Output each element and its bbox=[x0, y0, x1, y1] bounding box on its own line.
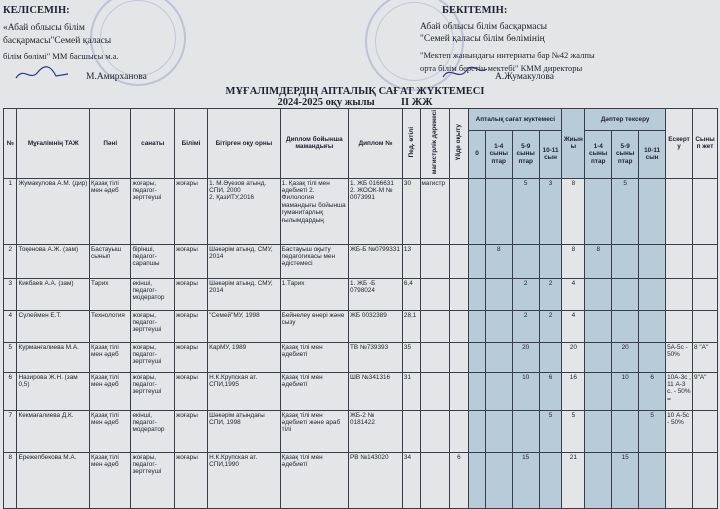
col-class-teacher: Сынып жет bbox=[693, 109, 718, 179]
col-master: магистрлік дәрежесі bbox=[430, 110, 438, 175]
row-w10-11 bbox=[539, 244, 562, 278]
row-n1-4 bbox=[585, 342, 612, 372]
row-specialty: Бейнелеу өнері және сызу bbox=[280, 310, 348, 342]
row-name: Кикбаев А.А. (зам) bbox=[17, 278, 90, 310]
row-w1-4 bbox=[485, 342, 512, 372]
row-no: 1 bbox=[4, 178, 17, 244]
row-education: жоғары bbox=[174, 278, 207, 310]
row-n10-11 bbox=[639, 278, 666, 310]
row-name: Кекмағалиева Д.К. bbox=[17, 410, 90, 452]
row-n5-9: 5 bbox=[612, 178, 639, 244]
row-w0 bbox=[469, 178, 486, 244]
table-row bbox=[4, 244, 718, 278]
col-education: Білімі bbox=[174, 109, 207, 179]
row-category: жоғары, педагог-зерттеуші bbox=[131, 342, 175, 372]
row-w0 bbox=[469, 410, 486, 452]
row-w10-11 bbox=[539, 342, 562, 372]
table-row bbox=[4, 278, 718, 310]
col-no: № bbox=[4, 109, 17, 179]
col-total: Жиыны bbox=[562, 109, 585, 179]
row-home-teaching bbox=[449, 410, 469, 452]
row-subject: Қазақ тілі мен әдеб bbox=[90, 452, 131, 508]
row-w1-4 bbox=[485, 310, 512, 342]
row-n1-4 bbox=[585, 410, 612, 452]
row-w0 bbox=[469, 278, 486, 310]
row-diploma: 1. ЖБ 0166631 2. ЖООК-М № 0073991 bbox=[349, 178, 403, 244]
row-name: Курманғалиева М.А. bbox=[17, 342, 90, 372]
row-diploma: ЖБ-2 № 0181422 bbox=[349, 410, 403, 452]
row-education: жоғары bbox=[174, 178, 207, 244]
row-category: жоғары, педагог-зерттеуші bbox=[131, 452, 175, 508]
row-total: 8 bbox=[562, 178, 585, 244]
row-diploma: ТВ №739393 bbox=[349, 342, 403, 372]
row-diploma: ЖБ-Б №0799331 bbox=[349, 244, 403, 278]
row-diploma: 1. ЖБ -Б 0798024 bbox=[349, 278, 403, 310]
col-n5-9: 5-9 сыны птар bbox=[612, 130, 639, 178]
row-note: 10А-3с , 11 А-3 с. - 50% = bbox=[666, 372, 693, 410]
row-total: 8 bbox=[562, 244, 585, 278]
row-w0 bbox=[469, 244, 486, 278]
group-weekly-hours: Апталық сағат жүктемесі bbox=[469, 109, 562, 131]
row-specialty: Қазақ тілі мен әдебиеті bbox=[280, 372, 348, 410]
workload-table bbox=[3, 108, 718, 509]
row-class-teacher bbox=[693, 278, 718, 310]
row-w5-9: 2 bbox=[512, 278, 539, 310]
row-master bbox=[420, 410, 449, 452]
row-w0 bbox=[469, 342, 486, 372]
row-w10-11: 2 bbox=[539, 278, 562, 310]
approval-left-line1: «Абай облысы білім bbox=[3, 23, 85, 33]
row-education: жоғары bbox=[174, 244, 207, 278]
row-experience bbox=[402, 410, 420, 452]
row-specialty: Қазақ тілі мен әдебиеті bbox=[280, 342, 348, 372]
col-category: санаты bbox=[131, 109, 175, 179]
right-signature bbox=[440, 63, 490, 83]
row-subject: Технология bbox=[90, 310, 131, 342]
row-specialty: 1.Тарих bbox=[280, 278, 348, 310]
row-n5-9 bbox=[612, 410, 639, 452]
approval-left-line2: басқармасы"Семей қаласы bbox=[3, 36, 112, 46]
row-w1-4 bbox=[485, 452, 512, 508]
row-graduated: Шәкәрім атындағы СПИ, 1998 bbox=[208, 410, 281, 452]
row-diploma: РВ №143020 bbox=[349, 452, 403, 508]
row-category: жоғары, педагог-зерттеуші bbox=[131, 310, 175, 342]
row-n10-11: 5 bbox=[639, 410, 666, 452]
col-w10-11: 10-11 сын bbox=[539, 130, 562, 178]
row-n1-4 bbox=[585, 178, 612, 244]
col-w1-4: 1-4 сыны птар bbox=[485, 130, 512, 178]
row-n1-4 bbox=[585, 278, 612, 310]
table-row bbox=[4, 372, 718, 410]
row-experience: 30 bbox=[402, 178, 420, 244]
row-note: 10 А-5с - 50% bbox=[666, 410, 693, 452]
row-w10-11: 5 bbox=[539, 410, 562, 452]
row-w0 bbox=[469, 452, 486, 508]
row-no: 3 bbox=[4, 278, 17, 310]
row-n10-11 bbox=[639, 310, 666, 342]
row-name: Тоқенова А.Ж. (зам) bbox=[17, 244, 90, 278]
row-experience: 28,1 bbox=[402, 310, 420, 342]
row-no: 2 bbox=[4, 244, 17, 278]
row-experience: 13 bbox=[402, 244, 420, 278]
row-total: 4 bbox=[562, 278, 585, 310]
row-n5-9 bbox=[612, 310, 639, 342]
row-graduated: Шәкәрім атынд. СМУ, 2014 bbox=[208, 278, 281, 310]
row-w1-4 bbox=[485, 178, 512, 244]
row-diploma: ШВ №341316 bbox=[349, 372, 403, 410]
approval-right-line1: Абай облысы білім басқармасы bbox=[420, 22, 548, 32]
row-subject: Қазақ тілі мен әдеб bbox=[90, 178, 131, 244]
row-n5-9: 15 bbox=[612, 452, 639, 508]
row-n5-9: 10 bbox=[612, 372, 639, 410]
row-education: жоғары bbox=[174, 410, 207, 452]
row-specialty: Қазақ тілі мен әдебиеті және араб тілі bbox=[280, 410, 348, 452]
approval-left-line3: білім бөлімі" ММ басшысы м.а. bbox=[3, 51, 119, 61]
group-notebook: Дәптер тексеру bbox=[585, 109, 666, 131]
row-n1-4 bbox=[585, 452, 612, 508]
row-w10-11: 6 bbox=[539, 372, 562, 410]
row-w0 bbox=[469, 310, 486, 342]
row-specialty: Қазақ тілі мен әдебиеті bbox=[280, 452, 348, 508]
row-education: жоғары bbox=[174, 342, 207, 372]
approval-right-signer: А.Жумакулова bbox=[495, 72, 554, 82]
row-experience: 31 bbox=[402, 372, 420, 410]
row-graduated: Н.К.Крупская ат. СПИ,1990 bbox=[208, 452, 281, 508]
row-n5-9 bbox=[612, 278, 639, 310]
row-education: жоғары bbox=[174, 310, 207, 342]
row-master bbox=[420, 452, 449, 508]
row-total: 4 bbox=[562, 310, 585, 342]
row-class-teacher: 9"А" bbox=[693, 372, 718, 410]
table-row bbox=[4, 452, 718, 508]
row-master: магистр bbox=[420, 178, 449, 244]
row-home-teaching bbox=[449, 372, 469, 410]
row-subject: Қазақ тілі мен әдеб bbox=[90, 342, 131, 372]
row-note bbox=[666, 244, 693, 278]
row-master bbox=[420, 310, 449, 342]
col-note: Ескерту bbox=[666, 109, 693, 179]
row-graduated: 1. М.Әуезов атынд. СПИ, 2000 2. ҚазИТУ,2016 bbox=[208, 178, 281, 244]
row-subject: Тарих bbox=[90, 278, 131, 310]
table-row bbox=[4, 310, 718, 342]
approval-left-signer: М.Амирханова bbox=[86, 72, 147, 82]
row-graduated: Н.К.Крупская ат. СПИ,1995 bbox=[208, 372, 281, 410]
approval-right-line3: "Мектеп жанындағы интернаты бар №42 жалпы bbox=[420, 50, 595, 60]
row-note: 5А-5с - 50% bbox=[666, 342, 693, 372]
row-category: бірінші, педагог-сарапшы bbox=[131, 244, 175, 278]
row-specialty: Бастауыш оқыту педагогикасы мен әдістемесі bbox=[280, 244, 348, 278]
row-total: 16 bbox=[562, 372, 585, 410]
row-n5-9 bbox=[612, 244, 639, 278]
row-class-teacher bbox=[693, 452, 718, 508]
row-graduated: "Семей"МУ, 1998 bbox=[208, 310, 281, 342]
row-w5-9 bbox=[512, 410, 539, 452]
row-w10-11: 2 bbox=[539, 310, 562, 342]
row-name: Жумакулова А.М. (дир) bbox=[17, 178, 90, 244]
row-note bbox=[666, 278, 693, 310]
row-master bbox=[420, 278, 449, 310]
row-n10-11: 6 bbox=[639, 372, 666, 410]
row-n1-4 bbox=[585, 310, 612, 342]
row-home-teaching bbox=[449, 178, 469, 244]
row-name: Сүлеймен Е.Т. bbox=[17, 310, 90, 342]
row-experience: 35 bbox=[402, 342, 420, 372]
row-category: екінші, педагог-модератор bbox=[131, 410, 175, 452]
row-category: екінші, педагог-модератор bbox=[131, 278, 175, 310]
row-home-teaching bbox=[449, 278, 469, 310]
row-home-teaching bbox=[449, 244, 469, 278]
row-specialty: 1. Қазақ тілі мен әдебиеті 2. Филология мамандығы бойынша гуманитарлық ғылымдардың bbox=[280, 178, 348, 244]
row-experience: 6,4 bbox=[402, 278, 420, 310]
col-ped-exp: Пед. өтілі bbox=[407, 126, 415, 158]
row-total: 21 bbox=[562, 452, 585, 508]
row-w5-9 bbox=[512, 244, 539, 278]
col-w0: 0 bbox=[469, 130, 486, 178]
row-n5-9: 20 bbox=[612, 342, 639, 372]
approval-left-title: КЕЛІСЕМІН: bbox=[3, 5, 70, 16]
row-no: 6 bbox=[4, 372, 17, 410]
col-diploma: Диплом № bbox=[349, 109, 403, 179]
table-row bbox=[4, 342, 718, 372]
row-graduated: КарМУ, 1989 bbox=[208, 342, 281, 372]
row-no: 5 bbox=[4, 342, 17, 372]
row-class-teacher bbox=[693, 410, 718, 452]
row-diploma: ЖБ 0032389 bbox=[349, 310, 403, 342]
row-note bbox=[666, 178, 693, 244]
row-n10-11 bbox=[639, 452, 666, 508]
row-experience: 34 bbox=[402, 452, 420, 508]
row-note bbox=[666, 310, 693, 342]
col-subject: Пәні bbox=[90, 109, 131, 179]
approval-right-title: БЕКІТЕМІН: bbox=[442, 5, 508, 16]
row-home-teaching bbox=[449, 342, 469, 372]
row-class-teacher bbox=[693, 310, 718, 342]
col-w5-9: 5-9 сыны птар bbox=[512, 130, 539, 178]
row-subject: Қазақ тілі мен әдеб bbox=[90, 372, 131, 410]
row-total: 5 bbox=[562, 410, 585, 452]
row-home-teaching bbox=[449, 310, 469, 342]
row-w1-4 bbox=[485, 278, 512, 310]
row-name: Назирова Ж.Н. (зам 0,5) bbox=[17, 372, 90, 410]
table-row bbox=[4, 178, 718, 244]
row-class-teacher bbox=[693, 178, 718, 244]
row-w5-9: 10 bbox=[512, 372, 539, 410]
col-specialty: Диплом бойынша мамандығы bbox=[280, 109, 348, 179]
row-note bbox=[666, 452, 693, 508]
row-w5-9: 5 bbox=[512, 178, 539, 244]
approval-right-line2: "Семей қаласы білім бөлімінің bbox=[420, 34, 545, 44]
table-row bbox=[4, 410, 718, 452]
approval-left bbox=[3, 5, 119, 62]
row-name: Ережепбекова М.А. bbox=[17, 452, 90, 508]
row-n10-11 bbox=[639, 178, 666, 244]
row-category: жоғары, педагог-зерттеуші bbox=[131, 372, 175, 410]
row-w1-4 bbox=[485, 410, 512, 452]
row-master bbox=[420, 342, 449, 372]
row-education: жоғары bbox=[174, 452, 207, 508]
row-home-teaching: 6 bbox=[449, 452, 469, 508]
row-total: 20 bbox=[562, 342, 585, 372]
row-n10-11 bbox=[639, 342, 666, 372]
row-class-teacher bbox=[693, 244, 718, 278]
left-signature bbox=[12, 62, 72, 86]
row-n1-4: 8 bbox=[585, 244, 612, 278]
row-w10-11 bbox=[539, 452, 562, 508]
row-no: 8 bbox=[4, 452, 17, 508]
approval-right-line4: орта білім беретін мектебі" КММ директоры bbox=[420, 63, 583, 73]
col-graduated: Бітірген оқу орны bbox=[208, 109, 281, 179]
row-master bbox=[420, 244, 449, 278]
col-n1-4: 1-4 сыны птар bbox=[585, 130, 612, 178]
row-class-teacher: 8 "А" bbox=[693, 342, 718, 372]
row-w10-11: 3 bbox=[539, 178, 562, 244]
row-w0 bbox=[469, 372, 486, 410]
row-w1-4 bbox=[485, 372, 512, 410]
row-w5-9: 2 bbox=[512, 310, 539, 342]
row-category: жоғары, педагог-зерттеуші bbox=[131, 178, 175, 244]
col-n10-11: 10-11 сын bbox=[639, 130, 666, 178]
row-w5-9: 20 bbox=[512, 342, 539, 372]
row-w1-4: 8 bbox=[485, 244, 512, 278]
row-education: жоғары bbox=[174, 372, 207, 410]
document-title-line1: МҰҒАЛІМДЕРДІҢ АПТАЛЫҚ САҒАТ ЖҮКТЕМЕСІ bbox=[225, 86, 485, 97]
row-n10-11 bbox=[639, 244, 666, 278]
row-w5-9: 15 bbox=[512, 452, 539, 508]
document-title-line2: 2024-2025 оқу жылы ІІ ЖЖ bbox=[277, 97, 433, 108]
document-title bbox=[190, 86, 520, 108]
col-name: Мұғалімнің ТАЖ bbox=[17, 109, 90, 179]
row-master bbox=[420, 372, 449, 410]
row-no: 7 bbox=[4, 410, 17, 452]
row-graduated: Шәкәрім атынд. СМУ, 2014 bbox=[208, 244, 281, 278]
row-subject: Бастауыш сынып bbox=[90, 244, 131, 278]
row-n1-4 bbox=[585, 372, 612, 410]
col-home-teaching: Үйде оқыту bbox=[455, 123, 463, 161]
row-no: 4 bbox=[4, 310, 17, 342]
row-subject: Қазақ тілі мен әдеб bbox=[90, 410, 131, 452]
